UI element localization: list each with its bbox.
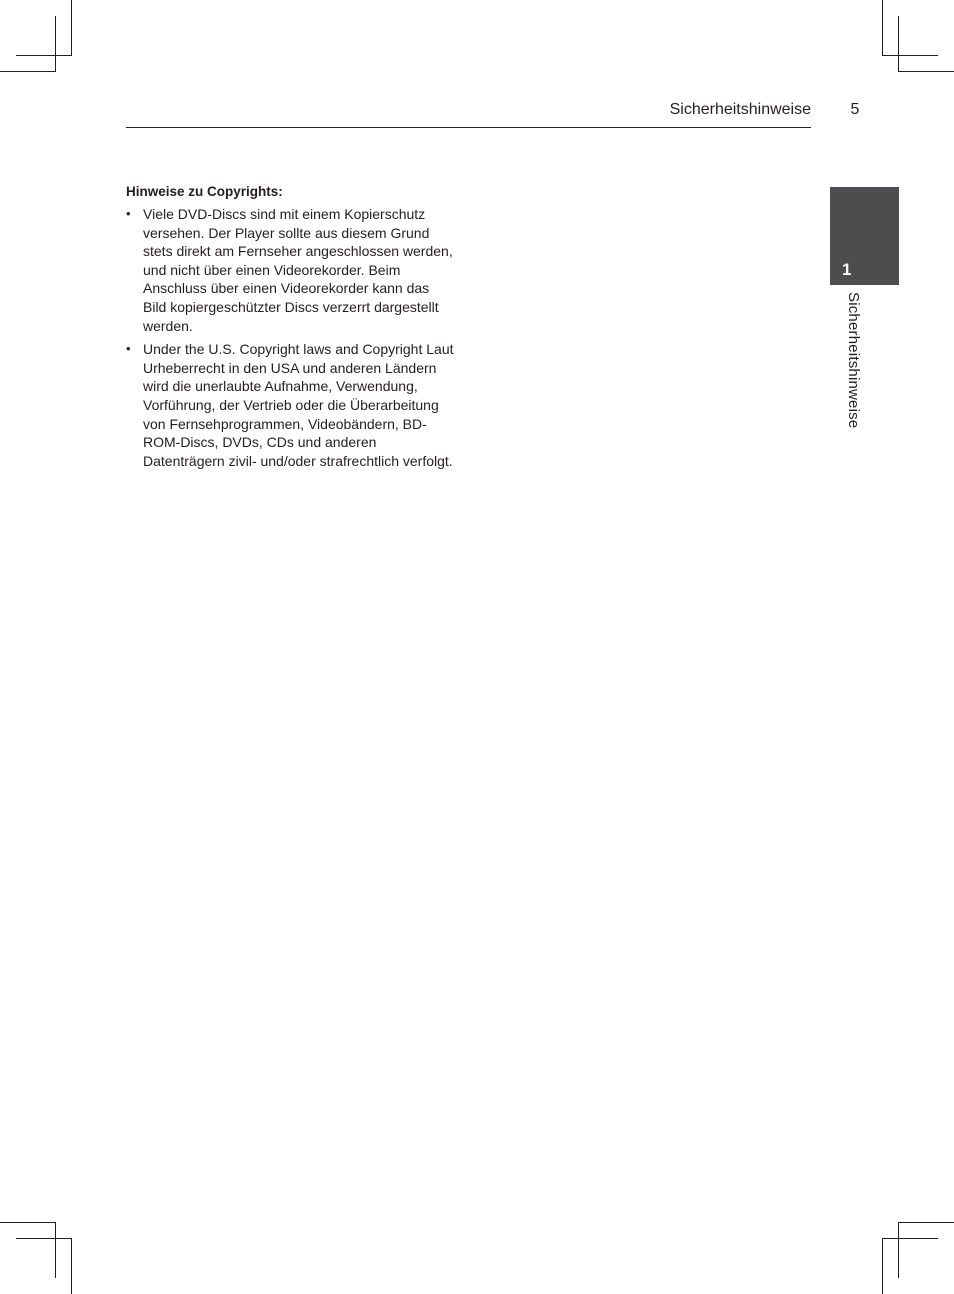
crop-mark-top-left-v1 — [71, 0, 72, 56]
chapter-tab-label: Sicherheitshinweise — [845, 292, 862, 429]
bullet-icon: • — [126, 341, 131, 357]
list-item — [126, 340, 456, 470]
crop-mark-top-right-h1 — [898, 71, 954, 72]
crop-mark-top-right-h2 — [882, 55, 938, 56]
crop-mark-bottom-right-v1 — [882, 1238, 883, 1294]
crop-mark-top-left-h1 — [0, 71, 56, 72]
list-item-text: Under the U.S. Copyright laws and Copyright Laut Urheberrecht in den USA und anderen Ländern wird die unerlaubte Aufnahme, Verwendung, Vorführung, der Vertrieb oder die Überarbeitung von Fernsehprogrammen, Videobändern, BD-ROM-Discs, DVDs, CDs und anderen Datenträgern zivil- und/oder strafrechtlich verfolgt. — [143, 341, 454, 469]
crop-mark-bottom-left-h1 — [0, 1222, 56, 1223]
crop-mark-bottom-left-v2 — [55, 1222, 56, 1278]
crop-mark-bottom-right-v2 — [898, 1222, 899, 1278]
crop-mark-top-left-v2 — [55, 16, 56, 72]
crop-mark-top-left-h2 — [16, 55, 72, 56]
list-item — [126, 205, 456, 335]
running-header-title: Sicherheitshinweise — [669, 101, 811, 118]
bullet-icon: • — [126, 206, 131, 221]
header-rule — [126, 127, 811, 128]
crop-mark-bottom-left-h2 — [16, 1238, 72, 1239]
crop-mark-bottom-left-v1 — [71, 1238, 72, 1294]
page-number: 5 — [850, 101, 860, 118]
crop-mark-bottom-right-h2 — [882, 1238, 938, 1239]
crop-mark-bottom-right-h1 — [898, 1222, 954, 1223]
section-heading: Hinweise zu Copyrights: — [126, 184, 283, 199]
bullet-list — [126, 205, 456, 470]
chapter-tab-number: 1 — [842, 260, 852, 279]
chapter-tab — [830, 187, 899, 285]
list-item-text: Viele DVD-Discs sind mit einem Kopierschutz versehen. Der Player sollte aus diesem Grund stets direkt am Fernseher angeschlossen werden, und nicht über einen Videorekorder. Beim Anschluss über einen Videorekorder kann das Bild kopiergeschützter Discs verzerrt dargestellt werden. — [143, 206, 453, 334]
crop-mark-top-right-v2 — [898, 16, 899, 72]
crop-mark-top-right-v1 — [882, 0, 883, 56]
copyright-notes-section — [126, 184, 456, 475]
